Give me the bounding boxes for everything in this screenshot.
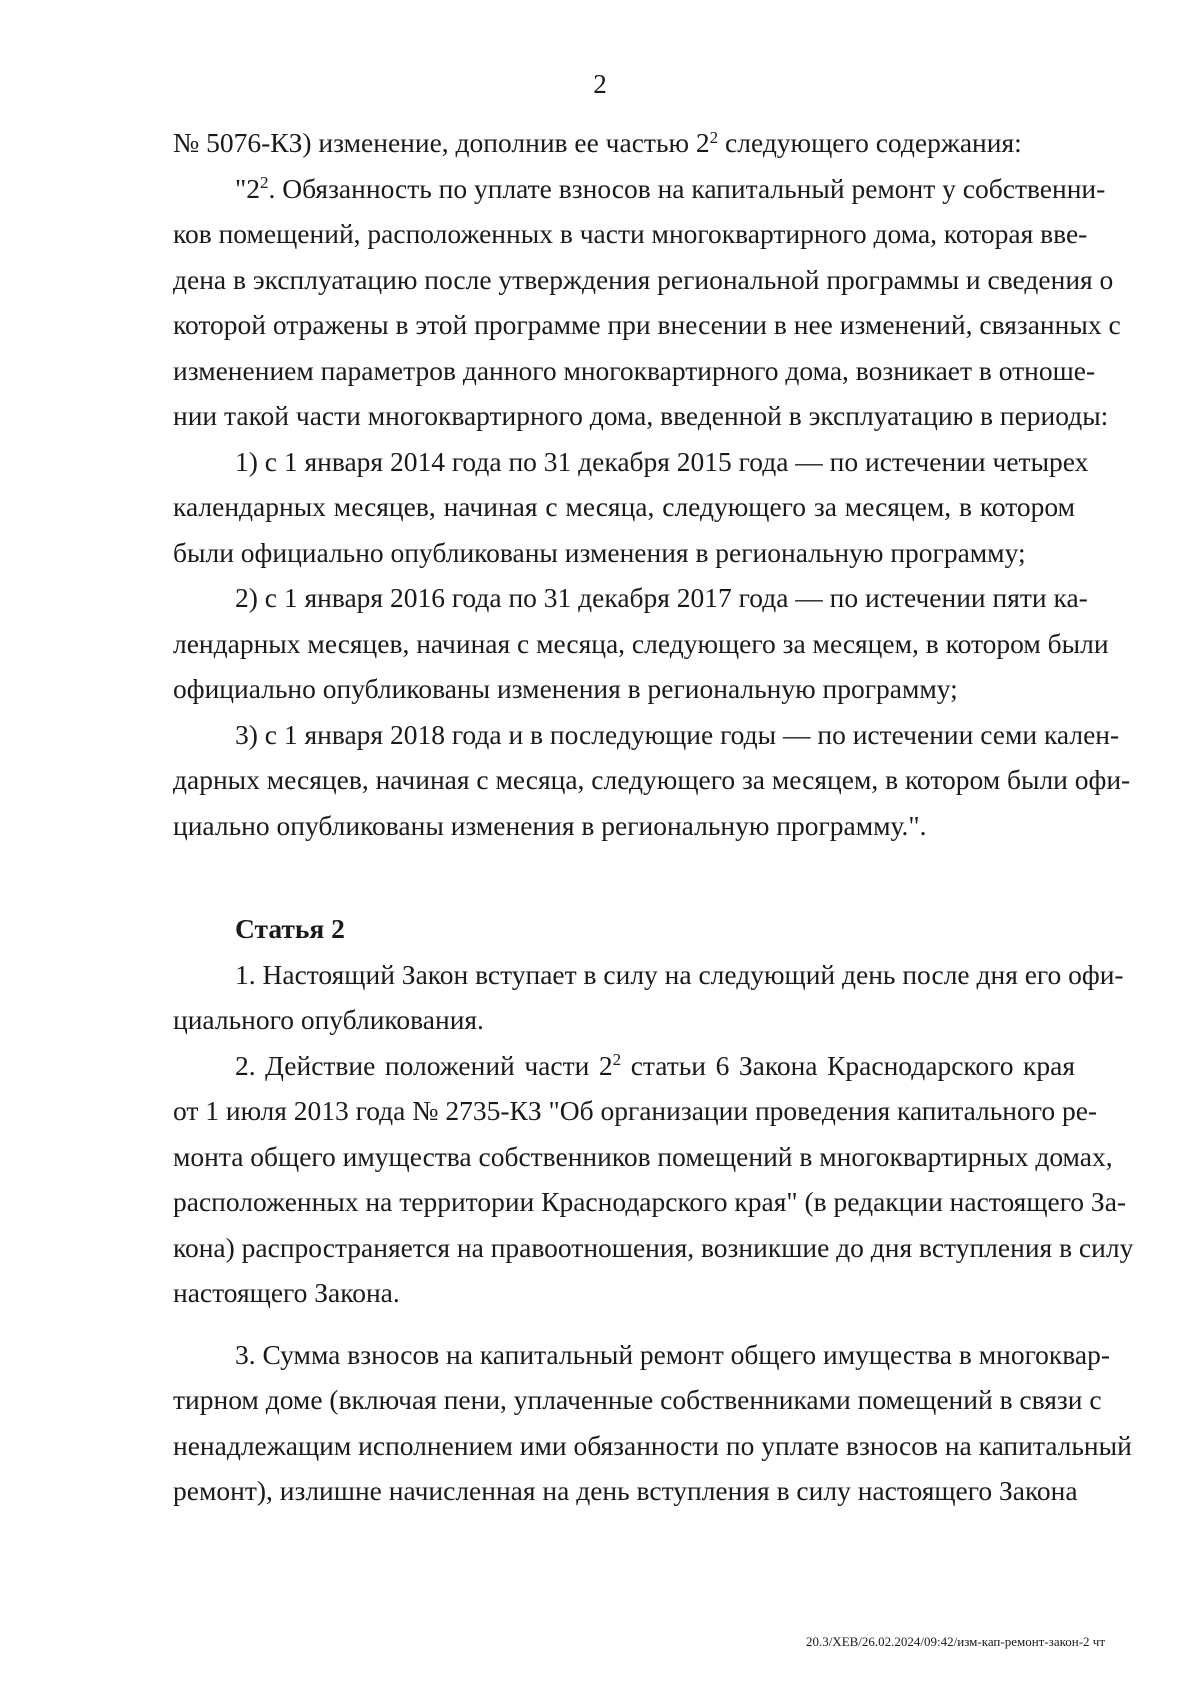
text-line: ков помещений, расположенных в части многоквартирного дома, которая вве- — [173, 218, 1088, 249]
text-fragment: следующего содержания: — [718, 127, 1022, 158]
text-line: расположенных на территории Краснодарского края" (в редакции настоящего За- — [173, 1186, 1127, 1217]
text-fragment: статьи 6 Закона Краснодарского края — [621, 1049, 1075, 1081]
spacer — [173, 848, 1075, 906]
list-item-1 — [173, 439, 1089, 576]
text-line: нии такой части многоквартирного дома, введенной в эксплуатацию в периоды: — [173, 400, 1109, 431]
text-line: официально опубликованы изменения в региональную программу; — [173, 673, 958, 704]
superscript: 2 — [259, 173, 269, 193]
text-fragment: . Обязанность по уплате взносов на капитальный ремонт у собственни- — [268, 172, 1106, 204]
page-number: 2 — [593, 69, 607, 99]
superscript: 2 — [612, 1050, 622, 1070]
text-line: 1. Настоящий Закон вступает в силу на следующий день после дня его офи- — [235, 958, 1124, 990]
text-line: ненадлежащим исполнением ими обязанности по уплате взносов на капитальный — [173, 1429, 1132, 1461]
article-paragraph-1 — [173, 952, 1124, 1043]
text-line: календарных месяцев, начиная с месяца, следующего за месяцем, в котором — [173, 491, 1075, 522]
text-line: дарных месяцев, начиная с месяца, следующего за месяцем, в котором были офи- — [173, 764, 1131, 795]
list-item-2 — [173, 575, 1109, 712]
text-line: от 1 июля 2013 года № 2735-КЗ "Об организации проведения капитального ре- — [173, 1095, 1098, 1126]
text-line: изменением параметров данного многоквартирного дома, возникает в отноше- — [173, 354, 1096, 386]
superscript: 2 — [709, 127, 719, 147]
text-line: циального опубликования. — [173, 1004, 484, 1035]
list-item-3 — [173, 712, 1131, 849]
text-line: кона) распространяется на правоотношения, возникшие до дня вступления в силу — [173, 1231, 1134, 1263]
intro-line — [173, 120, 1075, 166]
document-body — [173, 120, 1134, 1514]
text-line — [173, 166, 1106, 212]
text-line: 3) с 1 января 2018 года и в последующие годы — по истечении семи кален- — [235, 718, 1120, 750]
text-line: дена в эксплуатацию после утверждения региональной программы и сведения о — [173, 263, 1114, 295]
text-line: которой отражены в этой программе при внесении в нее изменений, связанных с — [173, 309, 1121, 340]
quoted-paragraph — [173, 166, 1121, 439]
document-footer: 20.3/ХЕВ/26.02.2024/09:42/изм-кап-ремонт-закон-2 чт — [805, 1634, 1105, 1649]
text-line: циально опубликованы изменения в региональную программу.". — [173, 809, 927, 841]
text-line: были официально опубликованы изменения в региональную программу; — [173, 536, 1026, 568]
text-fragment: "2 — [235, 172, 260, 204]
spacer — [173, 1316, 1075, 1332]
article-paragraph-2 — [173, 1043, 1134, 1316]
text-line: настоящего Закона. — [173, 1277, 400, 1308]
text-line — [173, 1043, 1075, 1089]
text-fragment: 2. Действие положений части 2 — [235, 1049, 613, 1081]
text-line: 2) с 1 января 2016 года по 31 декабря 2017 года — по истечении пяти ка- — [235, 582, 1088, 613]
article-heading: Статья 2 — [235, 913, 345, 944]
text-fragment: № 5076-КЗ) изменение, дополнив ее частью 2 — [173, 127, 710, 158]
text-line: ремонт), излишне начисленная на день вступления в силу настоящего Закона — [173, 1475, 1078, 1506]
text-line: монта общего имущества собственников помещений в многоквартирных домах, — [173, 1140, 1113, 1172]
text-line: 1) с 1 января 2014 года по 31 декабря 2015 года — по истечении четырех — [235, 445, 1089, 477]
text-line: тирном доме (включая пени, уплаченные собственниками помещений в связи с — [173, 1384, 1102, 1415]
text-line: 3. Сумма взносов на капитальный ремонт общего имущества в многоквар- — [235, 1338, 1111, 1370]
text-line: лендарных месяцев, начиная с месяца, следующего за месяцем, в котором были — [173, 627, 1109, 659]
article-paragraph-3 — [173, 1332, 1132, 1514]
